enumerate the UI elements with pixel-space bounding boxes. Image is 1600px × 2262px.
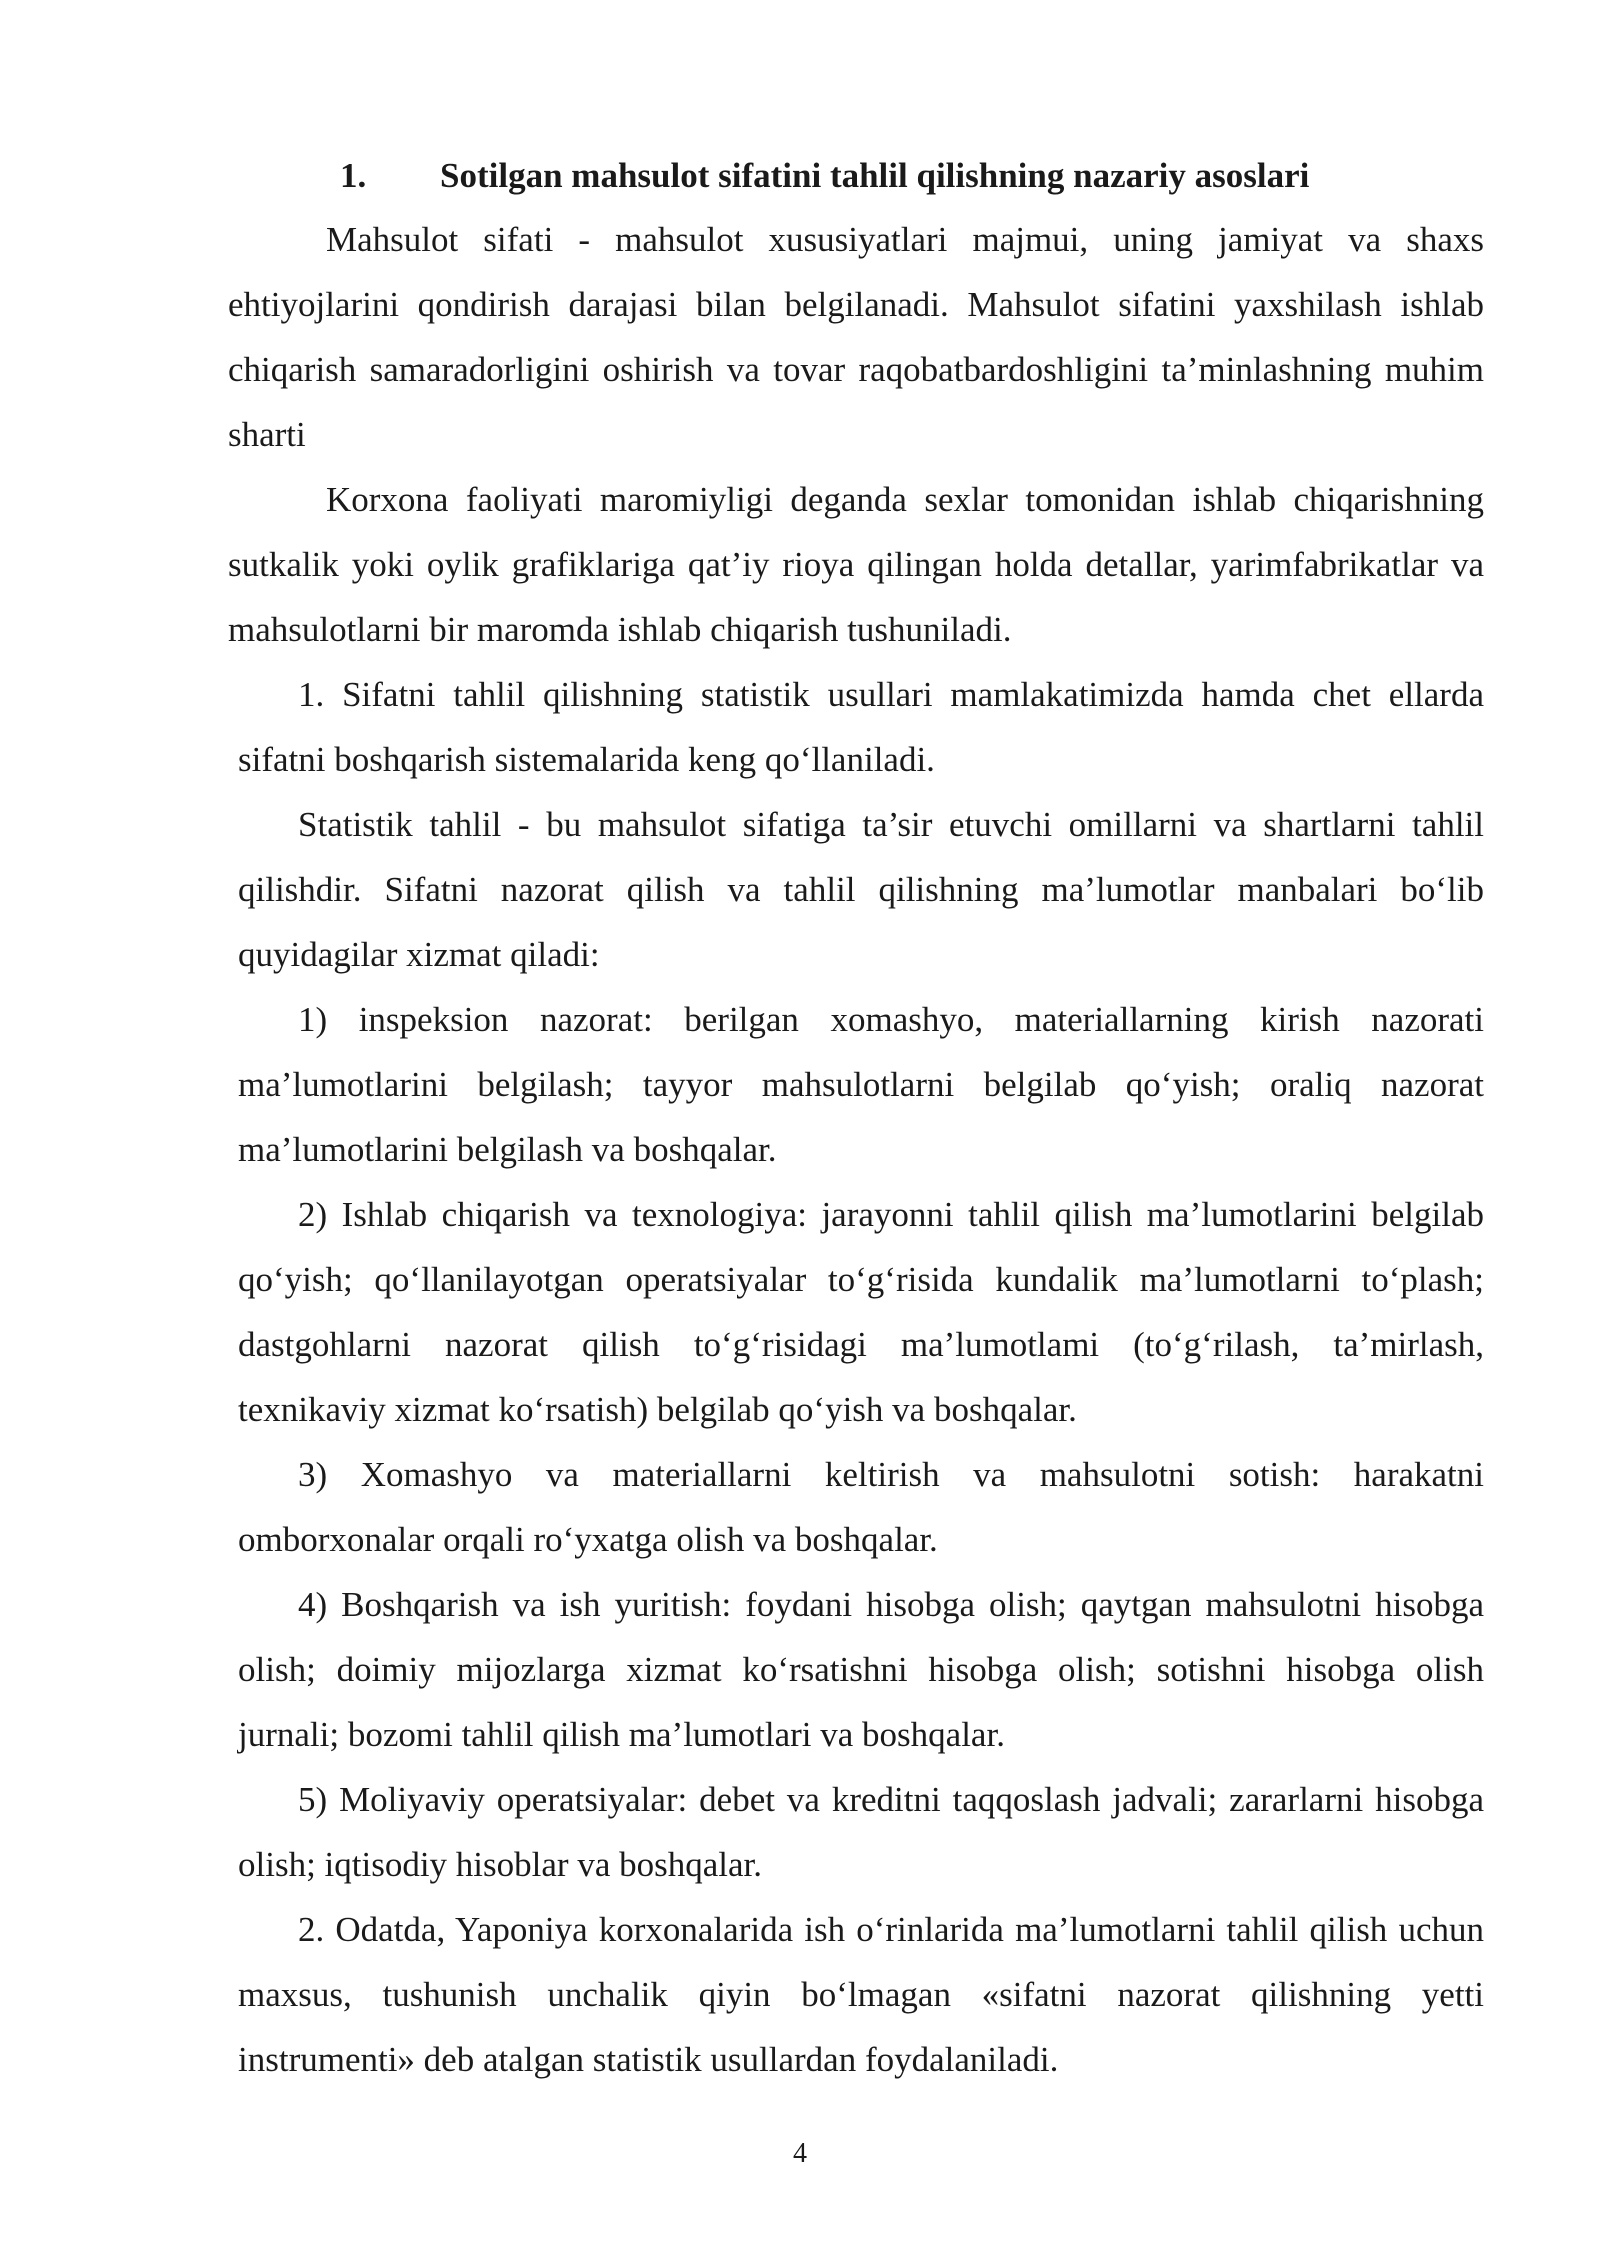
list-item-ishlab-chiqarish: 2) Ishlab chiqarish va texnologiya: jarayonni tahlil qilish ma’lumotlarini belgilab qo‘yish; qo‘llanilayotgan operatsiyalar to‘g‘risida kundalik ma’lumotlarni to‘plash; dastgohlarni nazorat qilish to‘g‘risidagi ma’lumotlami (to‘g‘rilash, ta’mirlash, texnikaviy xizmat ko‘rsatish) belgilab qo‘yish va boshqalar. bbox=[238, 1195, 1484, 1429]
paragraph-mahsulot-sifati: Mahsulot sifati - mahsulot xususiyatlari majmui, uning jamiyat va shaxs ehtiyojlarini qondirish darajasi bilan belgilanadi. Mahsulot sifatini yaxshilash ishlab chiqarish samaradorligini oshirish va tovar raqobatbardoshligini ta’minlashning muhim sharti bbox=[228, 220, 1484, 454]
list-item-moliyaviy: 5) Moliyaviy operatsiyalar: debet va kreditni taqqoslash jadvali; zararlarni hisobga olish; iqtisodiy hisoblar va boshqalar. bbox=[238, 1780, 1484, 1884]
list-item-inspeksion-nazorat: 1) inspeksion nazorat: berilgan xomashyo, materiallarning kirish nazorati ma’lumotlarini belgilash; tayyor mahsulotlarni belgilab qo‘yish; oraliq nazorat ma’lumotlarini belgilash va boshqalar. bbox=[238, 1000, 1484, 1169]
paragraph-korxona-faoliyati: Korxona faoliyati maromiyligi deganda sexlar tomonidan ishlab chiqarishning sutkalik yoki oylik grafiklariga qat’iy rioya qilingan holda detallar, yarimfabrikatlar va mahsulotlarni bir maromda ishlab chiqarish tushuniladi. bbox=[228, 480, 1484, 649]
list-item-xomashyo: 3) Xomashyo va materiallarni keltirish va mahsulotni sotish: harakatni omborxonalar orqali ro‘yxatga olish va boshqalar. bbox=[238, 1455, 1484, 1559]
section-heading bbox=[340, 152, 1309, 200]
paragraph-statistik-usullar: 1. Sifatni tahlil qilishning statistik usullari mamlakatimizda hamda chet ellarda sifatni boshqarish sistemalarida keng qo‘llaniladi. bbox=[238, 675, 1484, 779]
list-item-boshqarish: 4) Boshqarish va ish yuritish: foydani hisobga olish; qaytgan mahsulotni hisobga olish; doimiy mijozlarga xizmat ko‘rsatishni hisobga olish; sotishni hisobga olish jurnali; bozomi tahlil qilish ma’lumotlari va boshqalar. bbox=[238, 1585, 1484, 1754]
section-heading-title: Sotilgan mahsulot sifatini tahlil qilishning nazariy asoslari bbox=[440, 156, 1310, 195]
page-number: 4 bbox=[793, 2138, 807, 2169]
section-heading-number: 1. bbox=[340, 156, 367, 195]
paragraph-statistik-tahlil: Statistik tahlil - bu mahsulot sifatiga ta’sir etuvchi omillarni va shartlarni tahlil qilishdir. Sifatni nazorat qilish va tahlil qilishning ma’lumotlar manbalari bo‘lib quyidagilar xizmat qiladi: bbox=[238, 805, 1484, 974]
paragraph-yaponiya: 2. Odatda, Yaponiya korxonalarida ish o‘rinlarida ma’lumotlarni tahlil qilish uchun maxsus, tushunish unchalik qiyin bo‘lmagan «sifatni nazorat qilishning yetti instrumenti» deb atalgan statistik usullardan foydalaniladi. bbox=[238, 1910, 1484, 2079]
